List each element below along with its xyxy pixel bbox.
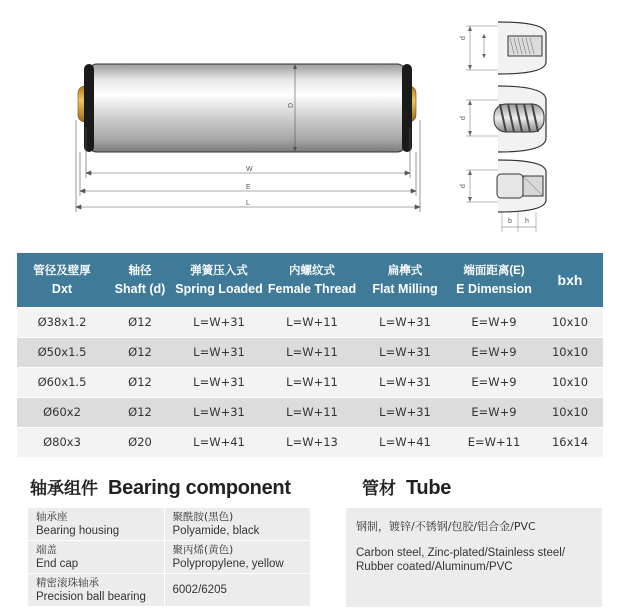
detail-flat-milling — [466, 160, 546, 232]
detail-female-thread — [466, 22, 546, 74]
bearing-row — [28, 574, 310, 607]
cell-female-thread: L=W+13 — [265, 427, 359, 457]
cell-shaft: Ø12 — [107, 307, 173, 337]
cell-flat-milling: L=W+41 — [359, 427, 451, 457]
spec-table — [17, 253, 603, 457]
label-b: b — [508, 218, 512, 225]
label-h: h — [525, 218, 529, 225]
tube-title-cn: 管材 — [362, 479, 396, 499]
header-female-thread: 内螺纹式 Female Thread — [265, 253, 359, 307]
cell-female-thread: L=W+11 — [265, 367, 359, 397]
cell-e-dimension: E=W+11 — [451, 427, 537, 457]
label-w: W — [246, 166, 253, 173]
roller-tube — [84, 64, 412, 152]
bearing-title-en: Bearing component — [108, 477, 291, 499]
bearing-section-title — [30, 474, 291, 500]
roller-drawing — [0, 0, 623, 248]
cell-spring-loaded: L=W+31 — [173, 367, 265, 397]
label-d-flat: d — [460, 184, 467, 188]
bearing-row — [28, 541, 310, 574]
cell-bxh: 10x10 — [537, 397, 603, 427]
cell-shaft: Ø12 — [107, 367, 173, 397]
header-e-dimension: 端面距离(E) E Dimension — [451, 253, 537, 307]
bearing-row — [28, 508, 310, 541]
cell-dxt: Ø38x1.2 — [17, 307, 107, 337]
spec-row — [17, 307, 603, 337]
header-shaft: 轴径 Shaft (d) — [107, 253, 173, 307]
cell-dxt: Ø50x1.5 — [17, 337, 107, 367]
cell-dxt: Ø60x1.5 — [17, 367, 107, 397]
bearing-material-cell: 6002/6205 — [164, 574, 310, 607]
label-l: L — [246, 200, 250, 207]
tube-title-en: Tube — [406, 477, 452, 499]
spec-row — [17, 397, 603, 427]
label-d-spring: d — [460, 116, 467, 120]
cell-bxh: 16x14 — [537, 427, 603, 457]
cell-spring-loaded: L=W+31 — [173, 397, 265, 427]
spec-row — [17, 367, 603, 397]
cell-flat-milling: L=W+31 — [359, 367, 451, 397]
cell-dxt: Ø80x3 — [17, 427, 107, 457]
cell-e-dimension: E=W+9 — [451, 397, 537, 427]
bearing-part-cell: 轴承座 Bearing housing — [28, 508, 164, 541]
header-bxh: bxh — [537, 253, 603, 307]
cell-spring-loaded: L=W+31 — [173, 307, 265, 337]
cell-female-thread: L=W+11 — [265, 397, 359, 427]
cell-flat-milling: L=W+31 — [359, 307, 451, 337]
cell-bxh: 10x10 — [537, 337, 603, 367]
header-spring-loaded: 弹簧压入式 Spring Loaded — [173, 253, 265, 307]
label-e: E — [246, 184, 251, 191]
label-d-thread: d — [460, 36, 467, 40]
bearing-part-cell: 精密滚珠轴承 Precision ball bearing — [28, 574, 164, 607]
bearing-title-cn: 轴承组件 — [30, 479, 98, 499]
cell-shaft: Ø20 — [107, 427, 173, 457]
label-d-main: D — [288, 102, 295, 108]
spec-table-body — [17, 307, 603, 457]
cell-spring-loaded: L=W+41 — [173, 427, 265, 457]
cell-flat-milling: L=W+31 — [359, 337, 451, 367]
cell-bxh: 10x10 — [537, 367, 603, 397]
bearing-material-cell: 聚丙烯(黄色) Polypropylene, yellow — [164, 541, 310, 574]
header-dxt: 管径及壁厚 Dxt — [17, 253, 107, 307]
cell-female-thread: L=W+11 — [265, 307, 359, 337]
cell-flat-milling: L=W+31 — [359, 397, 451, 427]
bearing-part-cell: 端盖 End cap — [28, 541, 164, 574]
detail-spring-loaded — [466, 86, 546, 152]
cell-female-thread: L=W+11 — [265, 337, 359, 367]
bearing-material-cell: 聚酰胺(黑色) Polyamide, black — [164, 508, 310, 541]
tube-material-box — [346, 508, 602, 607]
cell-shaft: Ø12 — [107, 397, 173, 427]
spec-row — [17, 427, 603, 457]
cell-dxt: Ø60x2 — [17, 397, 107, 427]
tube-section-title — [362, 474, 451, 500]
cell-e-dimension: E=W+9 — [451, 337, 537, 367]
header-flat-milling: 扁榫式 Flat Milling — [359, 253, 451, 307]
tube-material-en: Carbon steel, Zinc-plated/Stainless steel/ Rubber coated/Aluminum/PVC — [356, 547, 566, 573]
cell-e-dimension: E=W+9 — [451, 367, 537, 397]
cell-spring-loaded: L=W+31 — [173, 337, 265, 367]
cell-e-dimension: E=W+9 — [451, 307, 537, 337]
cell-shaft: Ø12 — [107, 337, 173, 367]
bearing-table — [28, 508, 310, 607]
cell-bxh: 10x10 — [537, 307, 603, 337]
spec-header-row — [17, 253, 603, 307]
tube-material-cn: 钢制，镀锌/不锈钢/包胶/铝合金/PVC — [356, 520, 536, 533]
spec-row — [17, 337, 603, 367]
